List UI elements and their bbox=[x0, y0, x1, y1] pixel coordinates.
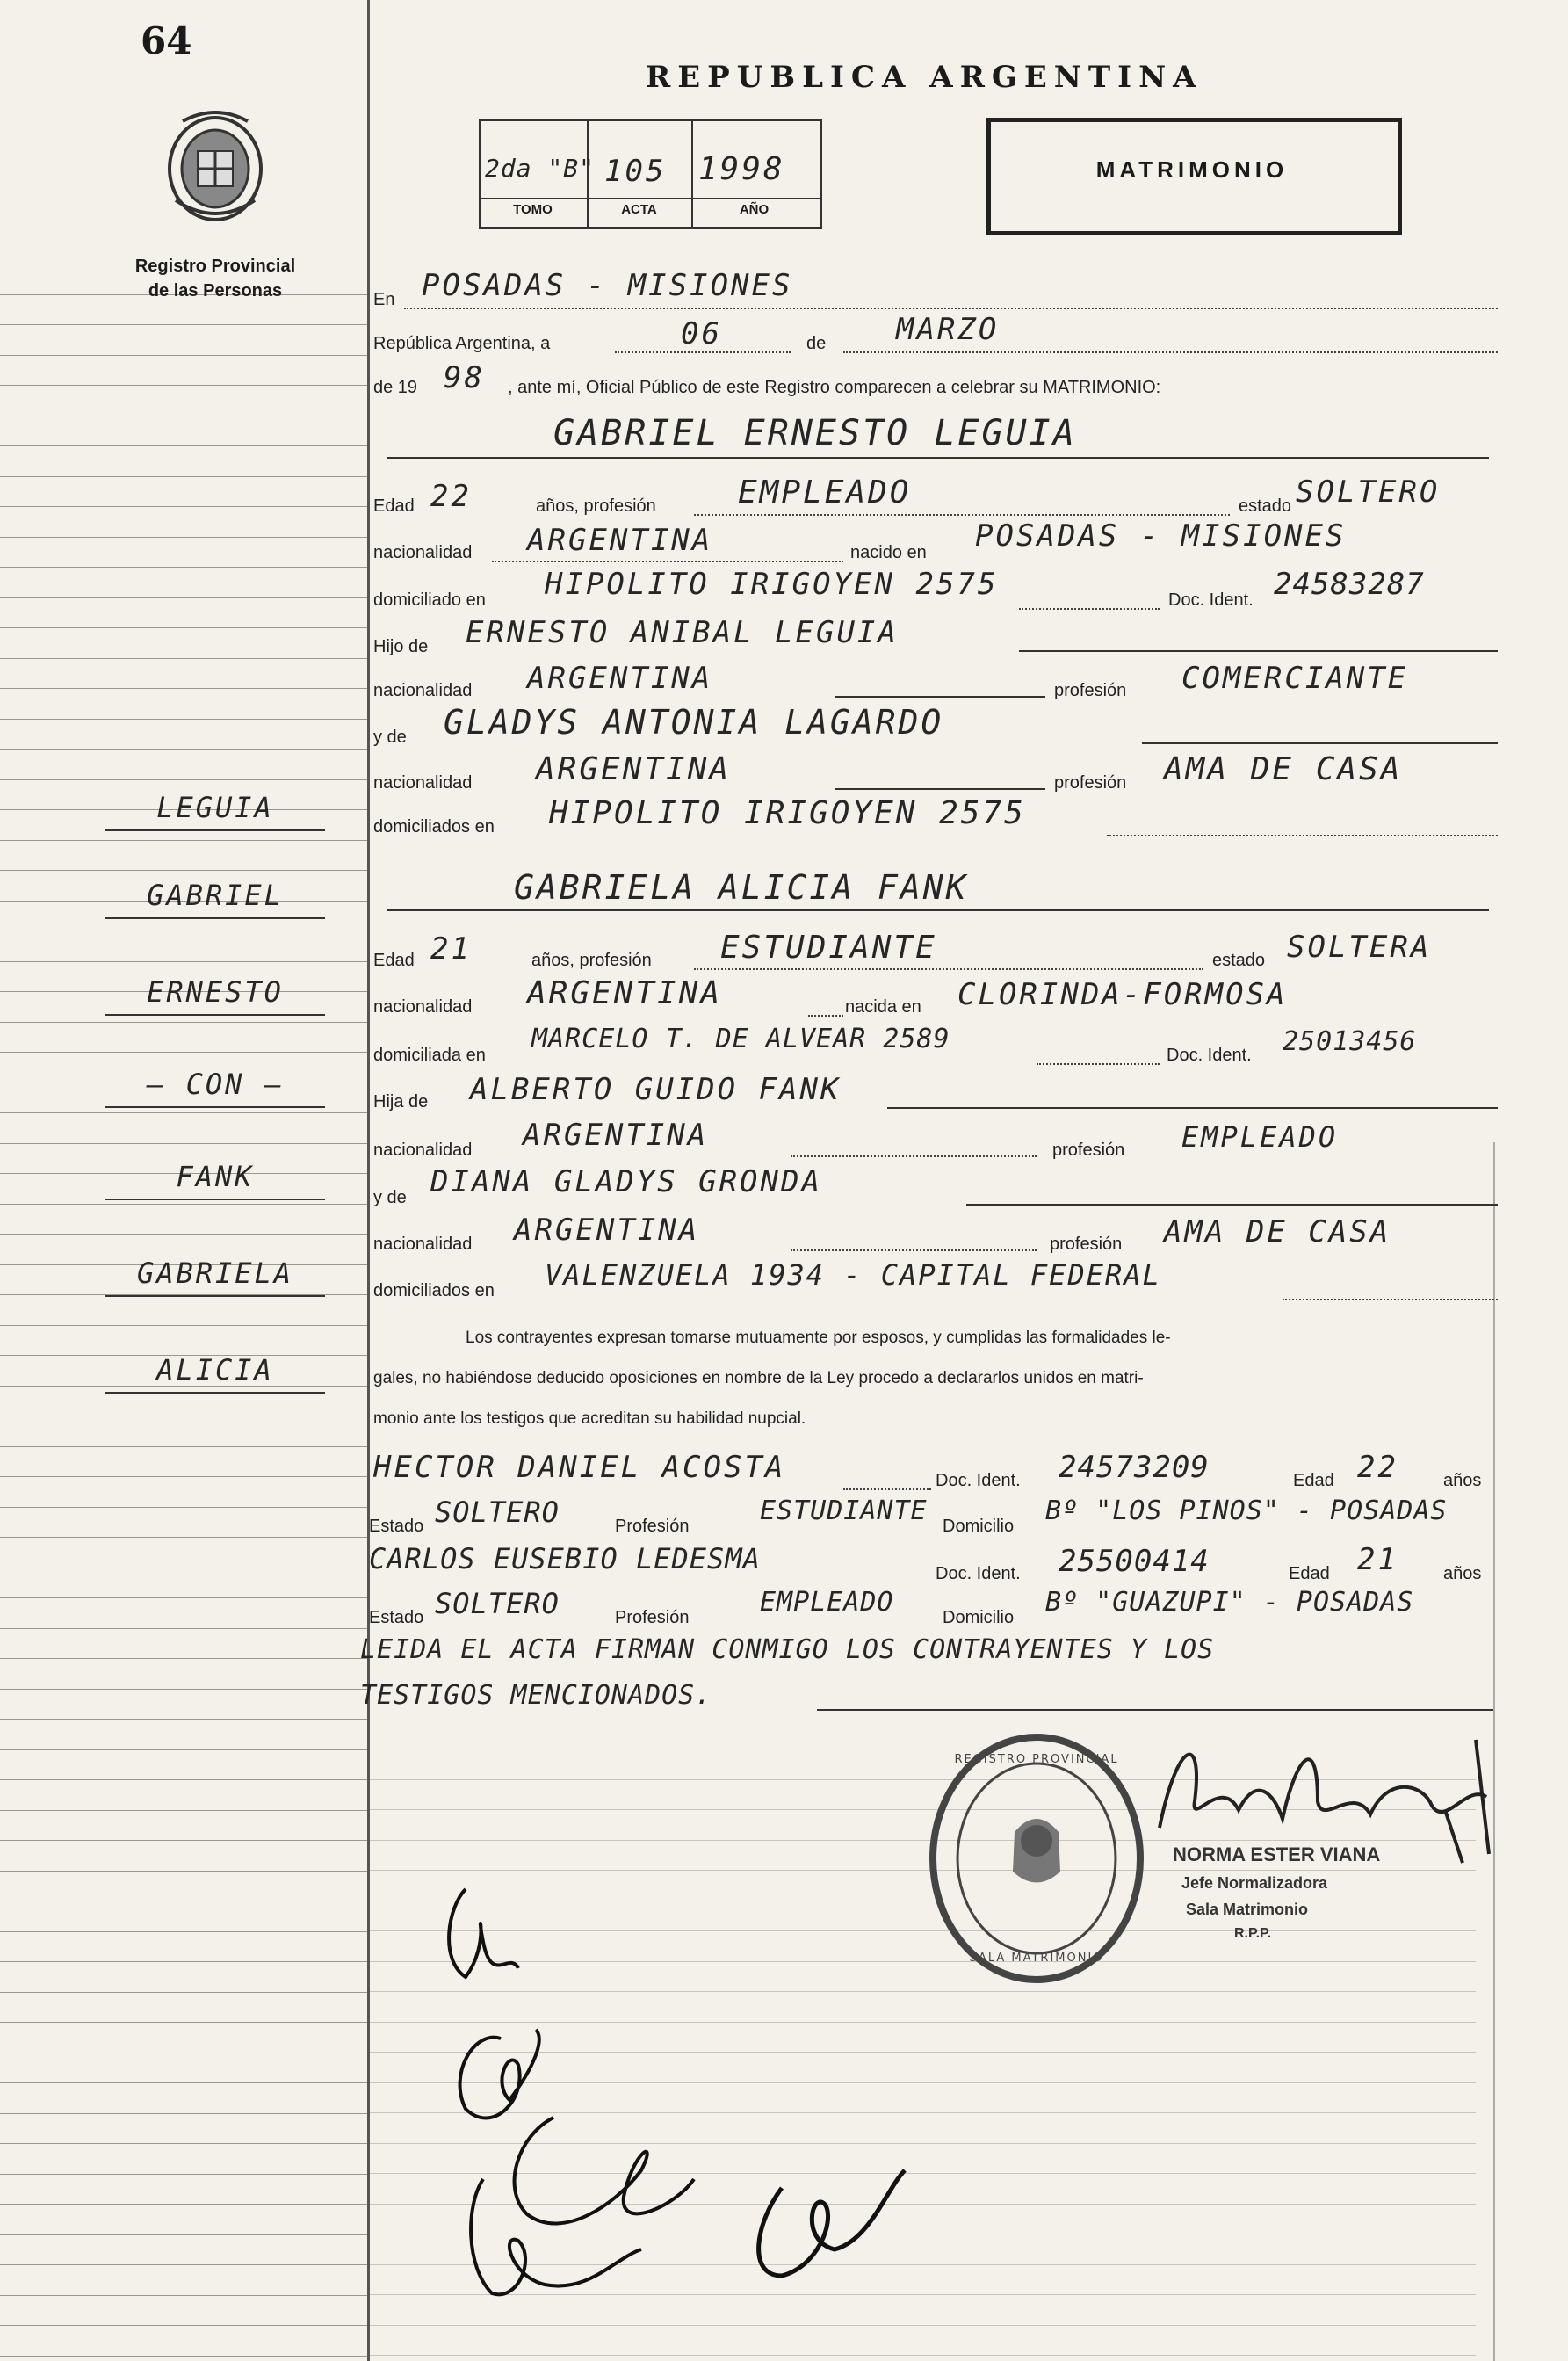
groom-nationality: ARGENTINA bbox=[527, 523, 713, 558]
ledger-line bbox=[0, 1689, 369, 1690]
ledger-line bbox=[0, 1234, 369, 1235]
label-bride-edad: Edad bbox=[373, 951, 415, 970]
label-w2-estado: Estado bbox=[369, 1608, 424, 1627]
bride-parents-address: VALENZUELA 1934 - CAPITAL FEDERAL bbox=[545, 1258, 1161, 1292]
margin-name-underline bbox=[105, 1199, 325, 1200]
label-bride-domiciliados: domiciliados en bbox=[373, 1281, 495, 1300]
groom-father: ERNESTO ANIBAL LEGUIA bbox=[466, 615, 899, 650]
ledger-line bbox=[0, 1749, 369, 1750]
margin-name-underline bbox=[105, 829, 325, 831]
ledger-line bbox=[0, 1719, 369, 1720]
closing-line1: LEIDA EL ACTA FIRMAN CONMIGO LOS CONTRAYENTES Y LOS bbox=[360, 1634, 1215, 1665]
record-anio: 1998 bbox=[698, 151, 785, 187]
label-bride-nacionalidad: nacionalidad bbox=[373, 997, 473, 1017]
document-type: MATRIMONIO bbox=[1095, 156, 1289, 183]
label-bride-mother-nac: nacionalidad bbox=[373, 1235, 473, 1254]
ledger-line bbox=[0, 355, 369, 356]
party-signatures bbox=[413, 1872, 940, 2328]
ledger-line bbox=[0, 597, 369, 598]
label-bride-estado: estado bbox=[1212, 951, 1266, 970]
label-w2-profesion: Profesión bbox=[615, 1608, 690, 1627]
groom-civil-status: SOLTERO bbox=[1296, 474, 1441, 510]
ledger-line bbox=[0, 1658, 369, 1659]
label-bride-anos-prof: años, profesión bbox=[531, 951, 652, 970]
groom-mother-nationality: ARGENTINA bbox=[536, 751, 732, 787]
margin-name-underline bbox=[105, 1106, 325, 1108]
ledger-line bbox=[0, 2204, 369, 2205]
label-w1-anos: años bbox=[1443, 1471, 1482, 1490]
svg-text:SALA MATRIMONIO: SALA MATRIMONIO bbox=[969, 1952, 1104, 1965]
declaration-line2: gales, no habiéndose deducido oposiciones en nombre de la Ley procedo a declararlos unidos en matri- bbox=[373, 1369, 1144, 1387]
bride-father-profession: EMPLEADO bbox=[1181, 1120, 1339, 1154]
ledger-line bbox=[0, 1325, 369, 1326]
witness1-status: SOLTERO bbox=[435, 1496, 560, 1529]
label-groom-yde: y de bbox=[373, 728, 407, 747]
ledger-line bbox=[0, 1112, 369, 1113]
ledger-line bbox=[0, 627, 369, 628]
closing-line2: TESTIGOS MENCIONADOS. bbox=[360, 1680, 712, 1711]
page-edge-line bbox=[1493, 1142, 1495, 2361]
label-bride-hija: Hija de bbox=[373, 1092, 429, 1112]
label-bride-father-nac: nacionalidad bbox=[373, 1141, 473, 1160]
ledger-line bbox=[0, 1204, 369, 1205]
label-bride-doc: Doc. Ident. bbox=[1167, 1046, 1252, 1065]
bride-name: GABRIELA ALICIA FANK bbox=[514, 868, 969, 907]
bride-profession: ESTUDIANTE bbox=[720, 930, 937, 966]
country-title: REPUBLICA ARGENTINA bbox=[646, 60, 1203, 95]
groom-birthplace: POSADAS - MISIONES bbox=[975, 518, 1347, 554]
label-comparecen: , ante mí, Oficial Público de este Registro comparecen a celebrar su MATRIMONIO: bbox=[508, 378, 1161, 397]
groom-parents-address: HIPOLITO IRIGOYEN 2575 bbox=[549, 795, 1026, 831]
groom-name: GABRIEL ERNESTO LEGUIA bbox=[553, 413, 1077, 453]
label-bride-domiciliada: domiciliada en bbox=[373, 1046, 486, 1065]
ledger-line bbox=[0, 840, 369, 841]
record-acta-label: ACTA bbox=[621, 202, 657, 217]
margin-name-item: LEGUIA bbox=[156, 791, 274, 824]
label-groom-anos-prof: años, profesión bbox=[536, 496, 656, 516]
ledger-line bbox=[0, 476, 369, 477]
ledger-line bbox=[0, 1961, 369, 1962]
ledger-line bbox=[0, 1779, 369, 1780]
ledger-line bbox=[0, 1537, 369, 1538]
ledger-line bbox=[0, 1507, 369, 1508]
label-groom-nacido: nacido en bbox=[850, 543, 927, 562]
margin-name-underline bbox=[105, 1014, 325, 1016]
ledger-line bbox=[0, 537, 369, 538]
label-w2-doc: Doc. Ident. bbox=[936, 1564, 1021, 1583]
official-title: Jefe Normalizadora bbox=[1181, 1874, 1328, 1892]
bride-mother: DIANA GLADYS GRONDA bbox=[430, 1164, 822, 1199]
groom-doc: 24583287 bbox=[1274, 567, 1425, 602]
ledger-line bbox=[0, 1446, 369, 1447]
label-w2-edad: Edad bbox=[1289, 1564, 1330, 1583]
label-w1-domicilio: Domicilio bbox=[943, 1517, 1015, 1536]
ledger-line bbox=[0, 1840, 369, 1841]
margin-name-item: GABRIELA bbox=[136, 1257, 294, 1290]
ledger-line bbox=[0, 2082, 369, 2083]
witness2-age: 21 bbox=[1357, 1542, 1398, 1577]
margin-divider bbox=[367, 0, 370, 2361]
ledger-line bbox=[0, 324, 369, 325]
official-name: NORMA ESTER VIANA bbox=[1173, 1843, 1381, 1865]
official-registry: R.P.P. bbox=[1234, 1926, 1272, 1941]
label-groom-father-prof: profesión bbox=[1054, 681, 1127, 700]
margin-name-underline bbox=[105, 1295, 325, 1297]
witness1-profession: ESTUDIANTE bbox=[760, 1496, 928, 1526]
witness2-status: SOLTERO bbox=[435, 1587, 560, 1620]
ledger-line bbox=[0, 385, 369, 386]
ledger-line bbox=[0, 1597, 369, 1598]
svg-text:REGISTRO PROVINCIAL: REGISTRO PROVINCIAL bbox=[954, 1753, 1119, 1766]
margin-name-item: GABRIEL bbox=[147, 879, 284, 912]
ledger-line bbox=[0, 2234, 369, 2235]
label-groom-edad: Edad bbox=[373, 496, 415, 516]
label-de: de bbox=[806, 334, 827, 353]
witness2-address: Bº "GUAZUPI" - POSADAS bbox=[1045, 1587, 1414, 1618]
label-en: En bbox=[373, 290, 395, 309]
ledger-line bbox=[0, 749, 369, 750]
margin-name-item: — CON — bbox=[147, 1068, 284, 1101]
groom-mother: GLADYS ANTONIA LAGARDO bbox=[444, 703, 944, 742]
label-groom-mother-prof: profesión bbox=[1054, 773, 1127, 793]
record-anio-label: AÑO bbox=[739, 202, 770, 217]
label-w1-estado: Estado bbox=[369, 1517, 424, 1536]
year-value: 98 bbox=[444, 360, 485, 395]
margin-name-item: ERNESTO bbox=[147, 975, 284, 1009]
record-tomo: 2da "B" bbox=[485, 154, 596, 183]
bride-mother-profession: AMA DE CASA bbox=[1164, 1214, 1391, 1249]
bride-mother-nationality: ARGENTINA bbox=[514, 1213, 700, 1248]
label-groom-domiciliados: domiciliados en bbox=[373, 817, 495, 836]
official-department: Sala Matrimonio bbox=[1186, 1901, 1309, 1918]
declaration-line3: monio ante los testigos que acreditan su habilidad nupcial. bbox=[373, 1409, 806, 1428]
label-bride-nacida: nacida en bbox=[845, 997, 921, 1017]
label-bride-father-prof: profesión bbox=[1052, 1141, 1125, 1160]
label-groom-domiciliado: domiciliado en bbox=[373, 590, 486, 610]
label-groom-estado: estado bbox=[1239, 496, 1292, 516]
ledger-line bbox=[0, 2356, 369, 2357]
groom-address: HIPOLITO IRIGOYEN 2575 bbox=[545, 567, 999, 602]
ledger-line bbox=[0, 870, 369, 871]
witness1-address: Bº "LOS PINOS" - POSADAS bbox=[1045, 1496, 1448, 1526]
bride-address: MARCELO T. DE ALVEAR 2589 bbox=[531, 1024, 950, 1054]
label-w1-doc: Doc. Ident. bbox=[936, 1471, 1021, 1490]
witness1-doc: 24573209 bbox=[1059, 1450, 1210, 1485]
ledger-line bbox=[0, 2022, 369, 2023]
ledger-line bbox=[0, 2113, 369, 2114]
label-bride-yde: y de bbox=[373, 1188, 407, 1207]
registry-name-line1: Registro Provincial bbox=[134, 257, 296, 276]
coat-of-arms-emblem bbox=[156, 104, 275, 227]
label-groom-hijo: Hijo de bbox=[373, 637, 429, 656]
place-value: POSADAS - MISIONES bbox=[422, 268, 793, 303]
margin-name-item: FANK bbox=[176, 1160, 255, 1193]
ledger-line bbox=[0, 1022, 369, 1023]
margin-name-item: ALICIA bbox=[156, 1353, 274, 1387]
label-w1-edad: Edad bbox=[1293, 1471, 1334, 1490]
official-seal-stamp bbox=[927, 1731, 1146, 1986]
witness1-age: 22 bbox=[1357, 1450, 1398, 1485]
label-groom-mother-nac: nacionalidad bbox=[373, 773, 473, 793]
bride-age: 21 bbox=[430, 931, 472, 967]
margin-name-underline bbox=[105, 917, 325, 919]
record-tomo-label: TOMO bbox=[513, 202, 553, 217]
ledger-line bbox=[0, 961, 369, 962]
label-bride-mother-prof: profesión bbox=[1050, 1235, 1123, 1254]
ledger-line bbox=[0, 1810, 369, 1811]
bride-nationality: ARGENTINA bbox=[527, 975, 723, 1011]
ledger-line bbox=[0, 688, 369, 689]
ledger-line bbox=[0, 1628, 369, 1629]
label-de19: de 19 bbox=[373, 378, 418, 397]
registry-name-line2: de las Personas bbox=[148, 281, 283, 301]
ledger-line bbox=[0, 506, 369, 507]
ledger-line bbox=[0, 658, 369, 659]
ledger-line bbox=[0, 567, 369, 568]
label-w2-domicilio: Domicilio bbox=[943, 1608, 1015, 1627]
margin-name-underline bbox=[105, 1392, 325, 1394]
ledger-line bbox=[0, 1143, 369, 1144]
ledger-line bbox=[0, 1052, 369, 1053]
label-w1-profesion: Profesión bbox=[615, 1517, 690, 1536]
groom-profession: EMPLEADO bbox=[738, 474, 912, 511]
witness2-profession: EMPLEADO bbox=[760, 1587, 894, 1618]
label-groom-nacionalidad: nacionalidad bbox=[373, 543, 473, 562]
witness2-doc: 25500414 bbox=[1059, 1544, 1210, 1579]
ledger-line bbox=[0, 445, 369, 446]
groom-father-nationality: ARGENTINA bbox=[527, 661, 713, 696]
label-groom-doc: Doc. Ident. bbox=[1168, 590, 1254, 610]
bride-birthplace: CLORINDA-FORMOSA bbox=[957, 977, 1288, 1012]
label-w2-anos: años bbox=[1443, 1564, 1482, 1583]
label-republica: República Argentina, a bbox=[373, 334, 551, 353]
witness1-name: HECTOR DANIEL ACOSTA bbox=[373, 1450, 786, 1485]
bride-father: ALBERTO GUIDO FANK bbox=[470, 1072, 842, 1107]
bride-doc: 25013456 bbox=[1283, 1026, 1417, 1057]
ledger-line bbox=[0, 1871, 369, 1872]
groom-age: 22 bbox=[430, 479, 472, 514]
label-groom-father-nac: nacionalidad bbox=[373, 681, 473, 700]
witness2-name: CARLOS EUSEBIO LEDESMA bbox=[369, 1542, 761, 1575]
groom-father-profession: COMERCIANTE bbox=[1181, 661, 1409, 696]
ledger-line bbox=[0, 2174, 369, 2175]
ledger-line bbox=[0, 2295, 369, 2296]
month-value: MARZO bbox=[896, 312, 1000, 347]
ledger-line bbox=[0, 1476, 369, 1477]
bride-father-nationality: ARGENTINA bbox=[523, 1118, 709, 1153]
ledger-line bbox=[0, 1931, 369, 1932]
ledger-line bbox=[0, 1992, 369, 1993]
ledger-line bbox=[0, 719, 369, 720]
ledger-line bbox=[0, 2325, 369, 2326]
day-value: 06 bbox=[681, 316, 722, 351]
ledger-line bbox=[0, 2264, 369, 2265]
page-ruled-line bbox=[369, 2355, 1476, 2356]
declaration-line1: Los contrayentes expresan tomarse mutuamente por esposos, y cumplidas las formalidades le- bbox=[466, 1329, 1171, 1347]
ledger-line bbox=[0, 2143, 369, 2144]
record-acta: 105 bbox=[604, 154, 667, 189]
page-number: 64 bbox=[141, 19, 192, 62]
ledger-line bbox=[0, 779, 369, 780]
groom-mother-profession: AMA DE CASA bbox=[1164, 751, 1403, 787]
bride-civil-status: SOLTERA bbox=[1287, 930, 1432, 965]
